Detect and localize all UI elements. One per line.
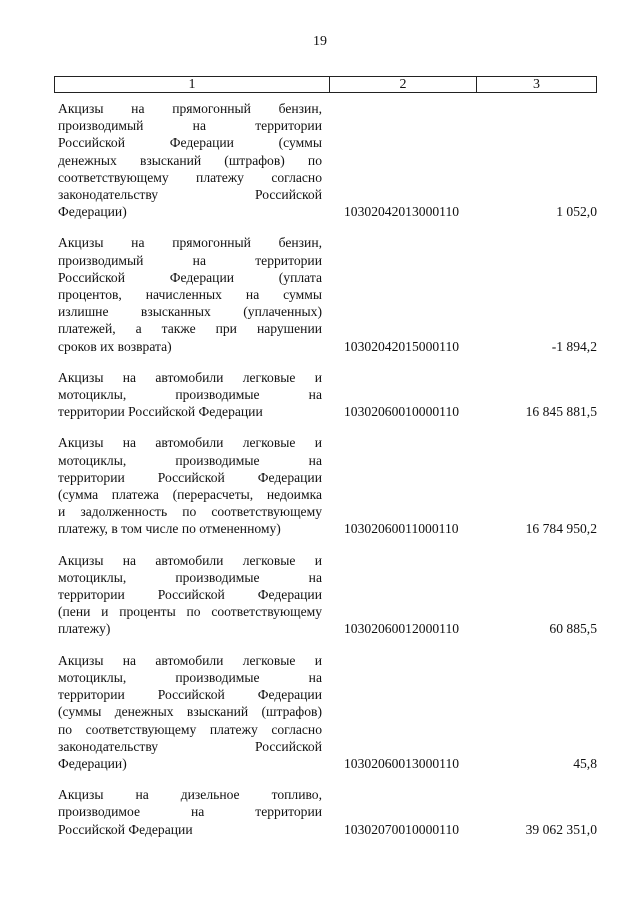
row-code: 10302060010000110 bbox=[344, 404, 460, 420]
row-name-line: производимый на территории bbox=[58, 252, 322, 268]
row-name-line: Акцизы на автомобили легковые и bbox=[58, 552, 322, 568]
table-body bbox=[58, 100, 597, 852]
row-code: 10302060011000110 bbox=[344, 521, 459, 537]
row-amount: 45,8 bbox=[573, 755, 597, 771]
row-name-line: процентов, начисленных на суммы bbox=[58, 287, 322, 303]
table-row bbox=[58, 786, 597, 838]
row-name bbox=[58, 434, 322, 537]
row-name-line: (сумма платежа (перерасчеты, недоимка bbox=[58, 487, 322, 503]
row-name bbox=[58, 652, 322, 772]
table-row bbox=[58, 234, 597, 354]
row-name-line: платежу, в том числе по отмененному) bbox=[58, 521, 281, 537]
table-row bbox=[58, 434, 597, 537]
row-name-line: территории Российской Федерации bbox=[58, 404, 263, 420]
header-col-2: 2 bbox=[330, 77, 477, 92]
row-name-line: сроков их возврата) bbox=[58, 338, 172, 354]
row-amount: 1 052,0 bbox=[556, 204, 597, 220]
row-code: 10302042013000110 bbox=[344, 204, 460, 220]
row-name-line: денежных взысканий (штрафов) по bbox=[58, 152, 322, 168]
row-name-line: Акцизы на автомобили легковые и bbox=[58, 652, 322, 668]
row-name bbox=[58, 786, 322, 838]
header-col-3: 3 bbox=[533, 77, 540, 92]
row-name-line: излишне взысканных (уплаченных) bbox=[58, 304, 322, 320]
row-code: 10302060013000110 bbox=[344, 755, 460, 771]
row-name-line: мотоциклы, производимые на bbox=[58, 452, 322, 468]
table-row bbox=[58, 369, 597, 421]
row-name-line: платежей, а также при нарушении bbox=[58, 321, 322, 337]
row-name bbox=[58, 369, 322, 421]
row-name-line: соответствующему платежу согласно bbox=[58, 169, 322, 185]
row-amount: -1 894,2 bbox=[551, 338, 597, 354]
row-name-line: (пени и проценты по соответствующему bbox=[58, 604, 322, 620]
header-col-1: 1 bbox=[55, 77, 330, 92]
row-name-line: территории Российской Федерации bbox=[58, 687, 322, 703]
row-name-line: Российской Федерации (суммы bbox=[58, 135, 322, 151]
row-name-line: Акцизы на дизельное топливо, bbox=[58, 787, 322, 803]
row-code: 10302042015000110 bbox=[344, 338, 460, 354]
row-name-line: Федерации) bbox=[58, 755, 127, 771]
row-name-line: мотоциклы, производимые на bbox=[58, 669, 322, 685]
table-row bbox=[58, 100, 597, 220]
row-name-line: законодательству Российской bbox=[58, 738, 322, 754]
row-name bbox=[58, 552, 322, 638]
row-name-line: законодательству Российской bbox=[58, 187, 322, 203]
row-name-line: мотоциклы, производимые на bbox=[58, 569, 322, 585]
row-name-line: по соответствующему платежу согласно bbox=[58, 721, 322, 737]
row-name-line: Акцизы на автомобили легковые и bbox=[58, 369, 322, 385]
row-name-line: Российской Федерации bbox=[58, 821, 193, 837]
row-name-line: Федерации) bbox=[58, 204, 127, 220]
table-row bbox=[58, 652, 597, 772]
row-amount: 16 845 881,5 bbox=[525, 404, 597, 420]
page-number: 19 bbox=[313, 34, 327, 49]
row-name-line: (суммы денежных взысканий (штрафов) bbox=[58, 704, 322, 720]
row-name bbox=[58, 234, 322, 354]
row-name-line: Акцизы на автомобили легковые и bbox=[58, 435, 322, 451]
row-name-line: производимый на территории bbox=[58, 118, 322, 134]
row-name-line: Акцизы на прямогонный бензин, bbox=[58, 235, 322, 251]
row-name-line: платежу) bbox=[58, 621, 111, 637]
row-amount: 39 062 351,0 bbox=[525, 821, 597, 837]
row-code: 10302060012000110 bbox=[344, 621, 460, 637]
row-name bbox=[58, 100, 322, 220]
row-code: 10302070010000110 bbox=[344, 821, 460, 837]
row-amount: 60 885,5 bbox=[549, 621, 597, 637]
table-header bbox=[54, 76, 597, 93]
row-name-line: территории Российской Федерации bbox=[58, 469, 322, 485]
table-row bbox=[58, 552, 597, 638]
row-name-line: Российской Федерации (уплата bbox=[58, 269, 322, 285]
row-name-line: территории Российской Федерации bbox=[58, 587, 322, 603]
row-name-line: и задолженность по соответствующему bbox=[58, 504, 322, 520]
row-name-line: Акцизы на прямогонный бензин, bbox=[58, 101, 322, 116]
row-amount: 16 784 950,2 bbox=[525, 521, 597, 537]
row-name-line: производимое на территории bbox=[58, 804, 322, 820]
row-name-line: мотоциклы, производимые на bbox=[58, 387, 322, 403]
